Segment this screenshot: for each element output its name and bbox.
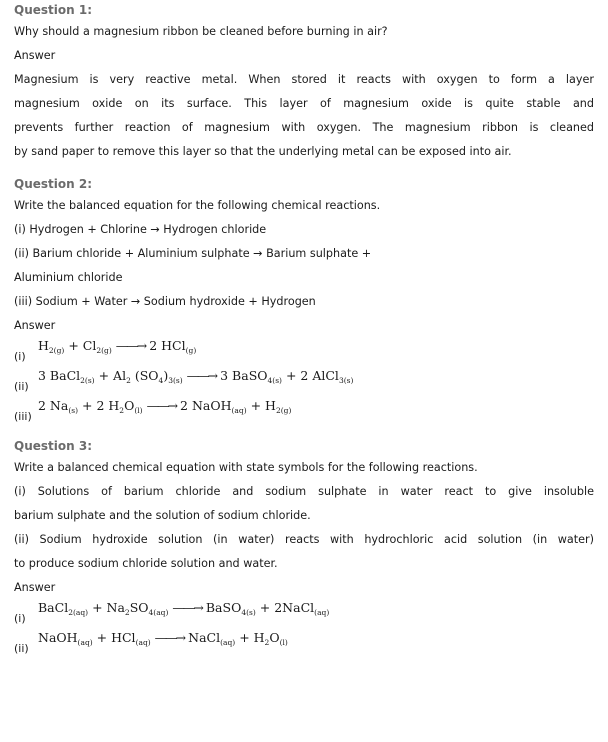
question-2-text: Write the balanced equation for the following chemical reactions.: [14, 199, 381, 212]
question-3-part-line: (ii) Sodium hydroxide solution (in water) reacts with hydrochloric acid solution (in water): [14, 533, 594, 546]
chemical-equation: $H_{2(g)} + Cl_{2(g)}$ ——→ 2 HCl$_{(g)}$: [38, 338, 197, 355]
equation-label: (ii): [14, 642, 29, 655]
question-1-answer-line: magnesium oxide on its surface. This layer of magnesium oxide is quite stable and: [14, 97, 594, 110]
equation-label: (i): [14, 612, 26, 625]
equation-row: [14, 398, 594, 428]
question-2-part: Aluminium chloride: [14, 271, 123, 284]
equation-row: [14, 338, 594, 368]
question-3-part-line: barium sulphate and the solution of sodium chloride.: [14, 509, 311, 522]
question-1-answer-label: Answer: [14, 49, 56, 62]
equation-label: (ii): [14, 380, 29, 393]
question-2-answer-label: Answer: [14, 319, 56, 332]
question-3-text: Write a balanced chemical equation with state symbols for the following reactions.: [14, 461, 478, 474]
question-2-title: Question 2:: [14, 177, 92, 191]
question-1-text: Why should a magnesium ribbon be cleaned before burning in air?: [14, 25, 388, 38]
question-1-answer-line: by sand paper to remove this layer so that the underlying metal can be exposed into air.: [14, 145, 512, 158]
question-1-answer-line: prevents further reaction of magnesium with oxygen. The magnesium ribbon is cleaned: [14, 121, 594, 134]
question-1-title: Question 1:: [14, 3, 92, 17]
chemical-equation: 3 BaCl$_{2(s)}$ + $Al_2$ $(SO_4)_{3(s)}$ ——→ 3 BaSO$_{4(s)}$ + 2 AlCl$_{3(s)}$: [38, 368, 354, 385]
equation-row: [14, 368, 594, 398]
equation-label: (i): [14, 350, 26, 363]
equation-label: (iii): [14, 410, 32, 423]
question-1-answer-line: Magnesium is very reactive metal. When stored it reacts with oxygen to form a layer: [14, 73, 594, 86]
question-3-title: Question 3:: [14, 439, 92, 453]
chemical-equation: BaCl$_{2(aq)}$ + $Na_2SO_{4(aq)}$ ——→ BaSO$_{4(s)}$ + 2NaCl$_{(aq)}$: [38, 600, 330, 617]
chemical-equation: NaOH$_{(aq)}$ + HCl$_{(aq)}$ ——→ NaCl$_{(aq)}$ + $H_2O_{(l)}$: [38, 630, 288, 647]
question-2-part: (iii) Sodium + Water → Sodium hydroxide + Hydrogen: [14, 295, 316, 308]
question-2-part: (ii) Barium chloride + Aluminium sulphate → Barium sulphate +: [14, 247, 372, 260]
question-3-part-line: (i) Solutions of barium chloride and sodium sulphate in water react to give insoluble: [14, 485, 594, 498]
equation-row: [14, 630, 594, 660]
question-2-part: (i) Hydrogen + Chlorine → Hydrogen chloride: [14, 223, 267, 236]
chemical-equation: 2 $Na_{(s)} + 2$ $H_2O_{(l)}$ ——→ 2 NaOH$_{(aq)}$ + $H_{2(g)}$: [38, 398, 292, 415]
equation-row: [14, 600, 594, 630]
question-3-answer-label: Answer: [14, 581, 56, 594]
question-3-part-line: to produce sodium chloride solution and water.: [14, 557, 278, 570]
